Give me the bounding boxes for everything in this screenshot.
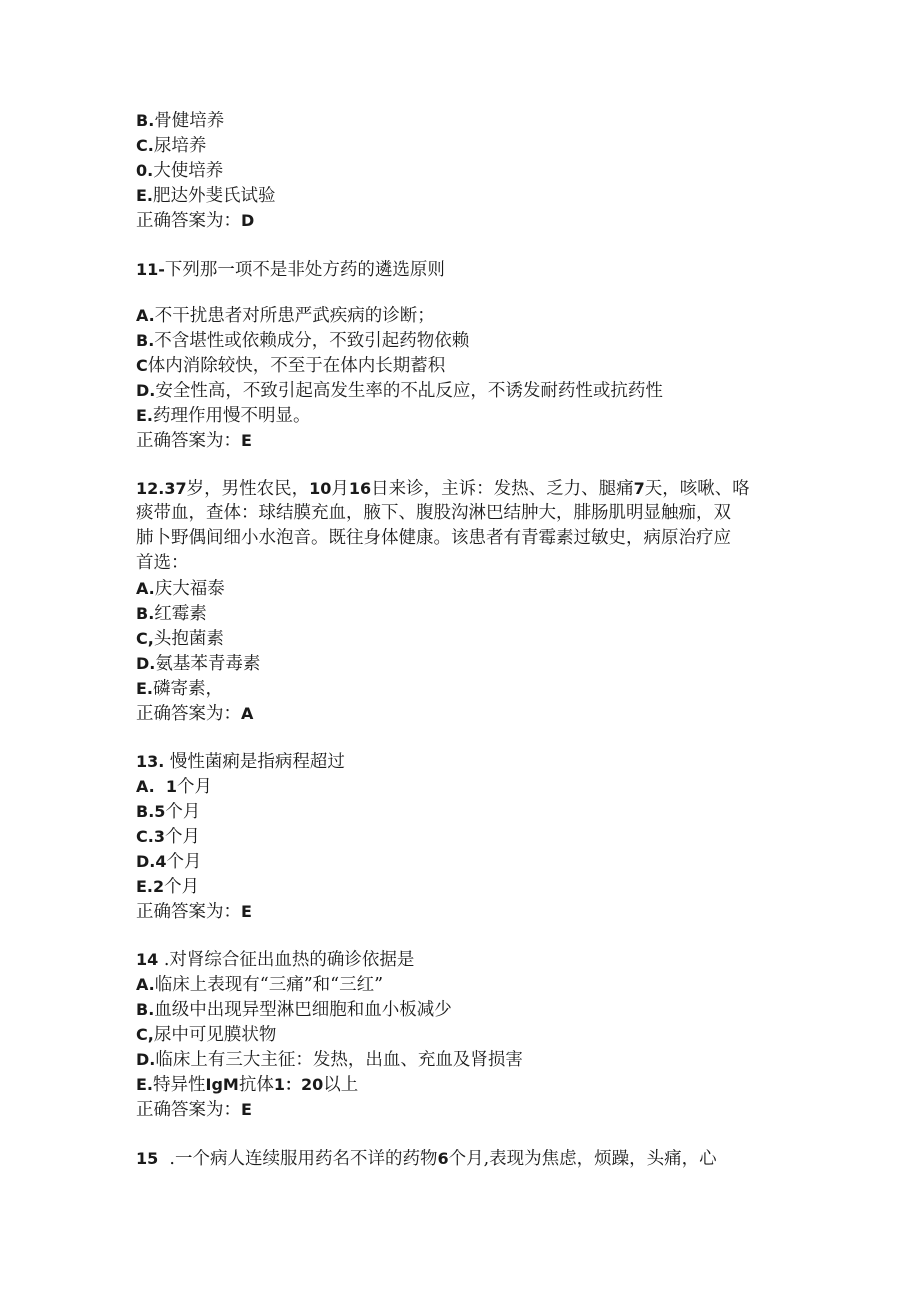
question-12-option-e: E.磷寄素， — [136, 679, 224, 699]
question-11-answer: 正确答案为：E — [136, 431, 252, 451]
question-13-stem: 13. 慢性菌痢是指病程超过 — [136, 752, 345, 772]
question-13-answer: 正确答案为：E — [136, 902, 252, 922]
question-13-option-b: B.5个月 — [136, 802, 201, 822]
question-13-option-c: C.3个月 — [136, 827, 200, 847]
question-15-stem: 15 .一个病人连续服用药名不详的药物6个月,表现为焦虑，烦躁，头痛，心 — [136, 1149, 717, 1169]
option-c: C.尿培养 — [136, 136, 207, 156]
answer-line: 正确答案为：D — [136, 211, 255, 231]
question-11-option-e: E.药理作用慢不明显。 — [136, 406, 311, 426]
option-d: 0.大使培养 — [136, 161, 224, 181]
question-12-option-a: A.庆大福泰 — [136, 579, 225, 599]
question-11-option-a: A.不干扰患者对所患严武疾病的诊断； — [136, 306, 435, 326]
question-14-stem: 14 .对肾综合征出血热的确诊依据是 — [136, 950, 415, 970]
question-13-option-d: D.4个月 — [136, 852, 202, 872]
question-12-stem-line-1: 12.37岁，男性农民，10月16日来诊，主诉：发热、乏力、腿痛7天，咳啾、咯 — [136, 479, 750, 499]
question-11-option-c: C体内消除较快，不至于在体内长期蓄积 — [136, 356, 446, 376]
question-12-stem-line-4: 首选： — [136, 553, 189, 573]
question-11-stem: 11-下列那一项不是非处方药的遴选原则 — [136, 260, 445, 280]
question-14-answer: 正确答案为：E — [136, 1100, 252, 1120]
question-14-option-d: D.临床上有三大主征：发热，出血、充血及肾损害 — [136, 1050, 523, 1070]
question-13-option-e: E.2个月 — [136, 877, 200, 897]
question-11-option-d: D.安全性高，不致引起高发生率的不乩反应，不诱发耐药性或抗药性 — [136, 381, 663, 401]
question-12-option-c: C,头抱菌素 — [136, 629, 224, 649]
question-14-option-b: B.血级中出现异型淋巴细胞和血小板减少 — [136, 1000, 452, 1020]
question-14-option-c: C,尿中可见膜状物 — [136, 1025, 277, 1045]
question-12-stem-line-2: 痰带血，查体：球结膜充血，腋下、腹股沟淋巴结肿大，腓肠肌明显触痂，双 — [136, 503, 731, 523]
question-14-option-a: A.临床上表现有“三痛”和“三红” — [136, 975, 384, 995]
question-12-option-b: B.红霉素 — [136, 604, 207, 624]
question-12-stem-line-3: 肺卜野偶间细小水泡音。既往身体健康。该患者有青霉素过敏史，病原治疗应 — [136, 528, 731, 548]
question-12-option-d: D.氨基苯青毒素 — [136, 654, 261, 674]
question-13-option-a: A. 1个月 — [136, 777, 213, 797]
option-e: E.肥达外斐氏试验 — [136, 186, 276, 206]
question-11-option-b: B.不含堪性或依赖成分，不致引起药物依赖 — [136, 331, 470, 351]
question-14-option-e: E.特异性IgM抗体1：20以上 — [136, 1075, 359, 1095]
question-12-answer: 正确答案为：A — [136, 704, 254, 724]
option-b: B.骨健培养 — [136, 111, 225, 131]
